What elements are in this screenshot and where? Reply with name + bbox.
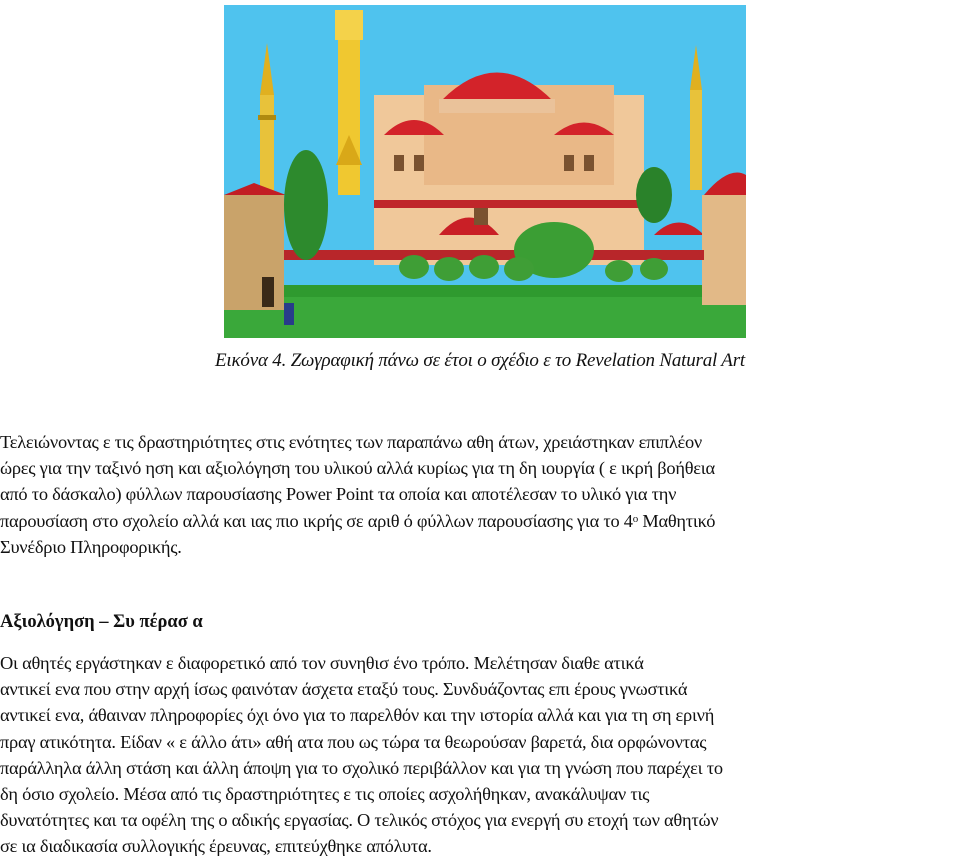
paragraph-line-text: παρουσίαση στο σχολείο αλλά και ιας πιο ικρής σε αριθ ό φύλλων παρουσίασης για το 4 xyxy=(0,510,633,531)
hagia-sophia-painting xyxy=(224,5,746,338)
paragraph-line: από το δάσκαλο) φύλλων παρουσίασης Power Point τα οποία και αποτέλεσαν το υλικό για την xyxy=(0,484,677,505)
paragraph-evaluation xyxy=(0,650,960,860)
paragraph-line: παράλληλα άλλη στάση και άλλη άποψη για το σχολικό περιβάλλον και για τη γνώση που παρέχει το xyxy=(0,757,723,778)
paragraph-activities xyxy=(0,429,960,560)
paragraph-line: Τελειώνοντας ε τις δραστηριότητες στις ενότητες των παραπάνω αθη άτων, χρειάστηκαν επιπλέον xyxy=(0,432,702,452)
paragraph-line: Οι αθητές εργάστηκαν ε διαφορετικό από τον συνηθισ ένο τρόπο. Μελέτησαν διαθε ατικά xyxy=(0,653,644,673)
paragraph-line: αντικεί ενα, άθαιναν πληροφορίες όχι όνο για το παρελθόν και την ιστορία αλλά και για τη ση ερινή xyxy=(0,705,715,726)
paragraph-line: σε ια διαδικασία συλλογικής έρευνας, επιτεύχθηκε απόλυτα. xyxy=(0,836,432,857)
paragraph-line: Συνέδριο Πληροφορικής. xyxy=(0,536,182,557)
figure-caption: Εικόνα 4. Ζωγραφική πάνω σε έτοι ο σχέδιο ε το Revelation Natural Art xyxy=(215,350,745,371)
section-heading: Αξιολόγηση – Συ πέρασ α xyxy=(0,612,203,632)
paragraph-line: αντικεί ενα που στην αρχή ίσως φαινόταν άσχετα εταξύ τους. Συνδυάζοντας επι έρους γνωστικά xyxy=(0,679,688,700)
paragraph-line xyxy=(0,508,960,534)
paragraph-line: πραγ ατικότητα. Είδαν « ε άλλο άτι» αθή ατα που ως τώρα τα θεωρούσαν βαρετά, δια ορφώνοντας xyxy=(0,731,707,752)
paragraph-line: ώρες για την ταξινό ηση και αξιολόγηση του υλικού αλλά κυρίως για τη δη ιουργία ( ε ικρή βοήθεια xyxy=(0,458,715,479)
paragraph-line-tail: Μαθητικό xyxy=(638,510,716,531)
paragraph-line: δυνατότητες και τα οφέλη της ο αδικής εργασίας. Ο τελικός στόχος για ενεργή συ ετοχή των αθητών xyxy=(0,810,719,831)
ordinal-superscript: ο xyxy=(632,512,638,525)
paragraph-line: δη όσιο σχολείο. Μέσα από τις δραστηριότητες ε τις οποίες ασχολήθηκαν, ανακάλυψαν τις xyxy=(0,784,650,805)
